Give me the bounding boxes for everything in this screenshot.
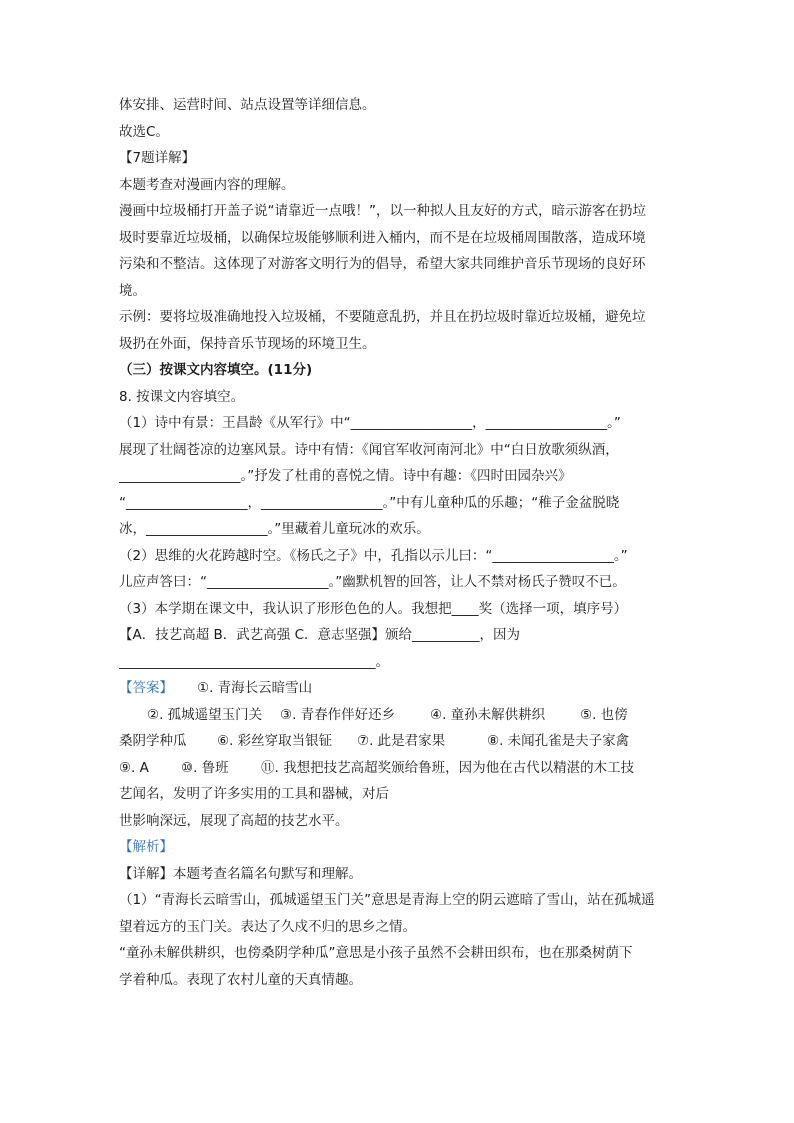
question-line: 【A．技艺高超 B．武艺高强 C．意志坚强】颁给__________，因为: [119, 627, 521, 643]
text-line: 境。: [119, 282, 146, 299]
answer-row: [119, 755, 684, 782]
question-line: __________________。”抒发了杜甫的喜悦之情。诗中有趣：《四时田园杂兴》: [119, 468, 572, 484]
answer-item: ⑩. 鲁班: [181, 759, 229, 776]
question-line: （3）本学期在课文中，我认识了形形色色的人。我想把____奖（选择一项，填序号）: [119, 600, 628, 617]
analysis-line: 望着远方的玉门关。表达了久戍不归的思乡之情。: [119, 918, 416, 935]
part-heading: （三）按课文内容填空。(11分): [119, 362, 313, 378]
answer-item: ③. 青春作伴好还乡: [280, 706, 396, 723]
answer-item: ⑨. A: [119, 759, 149, 776]
answer-item: ⑦. 此是君家果: [357, 733, 446, 749]
answer-item: ⑪. 我想把技艺高超奖颁给鲁班，因为他在古代以精湛的木工技: [261, 759, 635, 776]
analysis-line: 【详解】本题考查名篇名句默写和理解。: [119, 865, 362, 882]
answer-label: 【答案】: [119, 680, 173, 696]
text-line: 本题考查对漫画内容的理解。: [119, 176, 295, 193]
answer-item: 世影响深远，展现了高超的技艺水平。: [119, 812, 349, 829]
question-line: 儿应声答曰：“__________________。”幽默机智的回答，让人不禁对杨氏子赞叹不已。: [119, 574, 626, 590]
question-line: “__________________，__________________。”中有儿童种瓜的乐趣；“稚子金盆脱晓: [119, 494, 620, 511]
text-line: 故选C。: [119, 123, 169, 140]
analysis-line: （1）“青海长云暗雪山，孤城遥望玉门关”意思是青海上空的阴云遮暗了雪山，站在孤城遥: [119, 892, 655, 908]
answer-item: 艺闻名，发明了许多实用的工具和器械，对后: [119, 786, 389, 802]
text-line: 体安排、运营时间、站点设置等详细信息。: [119, 97, 376, 113]
answer-row: [119, 675, 684, 702]
answer-item: ⑧. 未闻孔雀是夫子家禽: [487, 733, 630, 749]
text-line: 污染和不整洁。这体现了对游客文明行为的倡导，希望大家共同维护音乐节现场的良好环: [119, 256, 646, 272]
question-line: ______________________________________。: [119, 653, 389, 670]
section-heading: 【7题详解】: [119, 150, 196, 166]
text-line: 圾扔在外面，保持音乐节现场的环境卫生。: [119, 335, 376, 352]
answer-item: 桑阴学种瓜: [119, 733, 187, 749]
text-line: 漫画中垃圾桶打开盖子说“请靠近一点哦！”，以一种拟人且友好的方式，暗示游客在扔垃: [119, 203, 646, 219]
answer-row: [119, 728, 684, 755]
answer-item: ⑥. 彩丝穿取当银钲: [217, 733, 333, 749]
answer-item: ④. 童孙未解供耕织: [430, 706, 546, 723]
question-line: 展现了壮阔苍凉的边塞风景。诗中有情：《闻官军收河南河北》中“白日放歌须纵酒，: [119, 441, 619, 458]
answer-item: ⑤. 也傍: [580, 706, 628, 723]
question-line: 冰，__________________。”里藏着儿童玩冰的欢乐。: [119, 521, 430, 537]
text-line: 示例：要将垃圾准确地投入垃圾桶，不要随意乱扔，并且在扔垃圾时靠近垃圾桶，避免垃: [119, 309, 646, 325]
question-title: 8. 按课文内容填空。: [119, 388, 245, 405]
analysis-line: “童孙未解供耕织，也傍桑阴学种瓜”意思是小孩子虽然不会耕田织布，也在那桑树荫下: [119, 945, 633, 961]
answer-row: [119, 702, 684, 729]
analysis-label: 【解析】: [119, 839, 173, 855]
answer-item: ②. 孤城遥望玉门关: [147, 706, 263, 723]
answer-item: ①. 青海长云暗雪山: [197, 680, 313, 696]
question-line: （1）诗中有景：王昌龄《从军行》中“__________________，__________________。”: [119, 415, 621, 431]
analysis-line: 学着种瓜。表现了农村儿童的天真情趣。: [119, 971, 362, 988]
question-line: （2）思维的火花跨越时空。《杨氏之子》中，孔指以示儿曰：“__________________。”: [119, 547, 628, 564]
text-line: 圾时要靠近垃圾桶，以确保垃圾能够顺利进入桶内，而不是在垃圾桶周围散落，造成环境: [119, 229, 646, 246]
document-content: [119, 92, 684, 993]
